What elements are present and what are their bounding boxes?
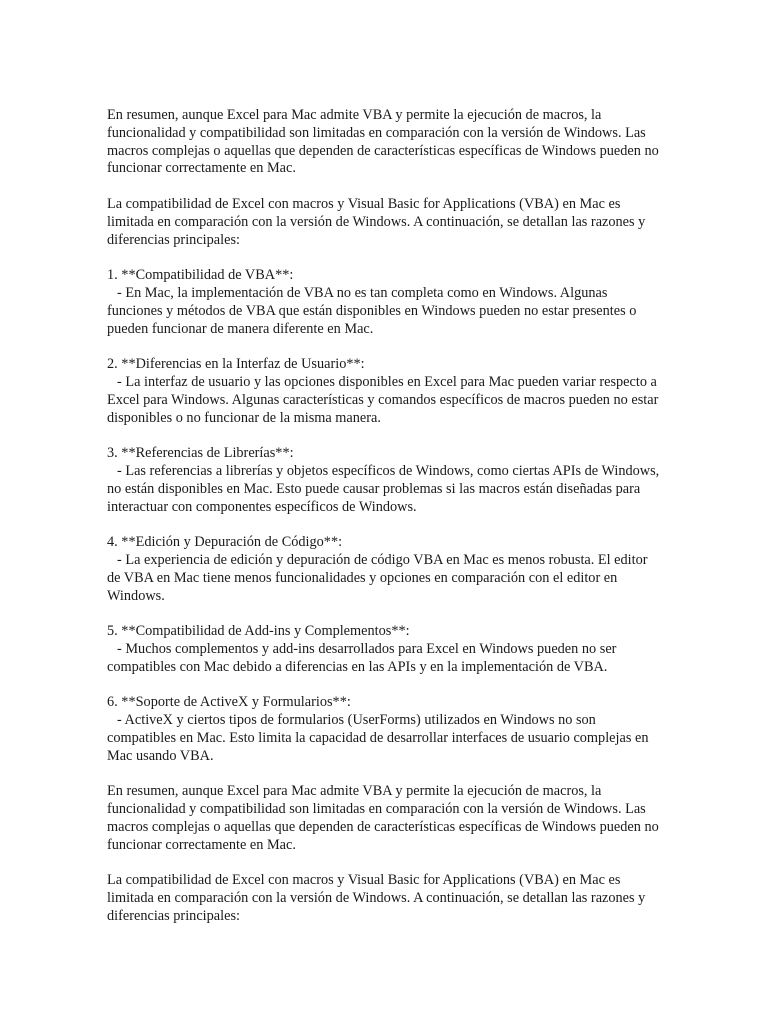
list-item-heading: 6. **Soporte de ActiveX y Formularios**:	[107, 694, 351, 711]
list-item-body: - La experiencia de edición y depuración de código VBA en Mac es menos robusta. El editor de VBA en Mac tiene menos funcionalidades y opciones en comparación con el editor en Windows.	[107, 551, 648, 604]
list-item-heading: 4. **Edición y Depuración de Código**:	[107, 534, 343, 551]
list-item-body: - ActiveX y ciertos tipos de formularios (UserForms) utilizados en Windows no son compatibles en Mac. Esto limita la capacidad de desarrollar interfaces de usuario complejas en Mac usando VBA.	[107, 712, 649, 764]
list-item-body: - Las referencias a librerías y objetos específicos de Windows, como ciertas APIs de Windows, no están disponibles en Mac. Esto puede causar problemas si las macros están diseñadas para interactuar con componentes específicos de Windows.	[107, 462, 660, 515]
list-item-6	[107, 694, 662, 765]
list-item-1	[107, 267, 662, 338]
document-page	[107, 107, 662, 943]
intro-paragraph: La compatibilidad de Excel con macros y Visual Basic for Applications (VBA) en Mac es limitada en comparación con la versión de Windows. A continuación, se detallan las razones y diferencias principales:	[107, 195, 646, 248]
list-item-heading: 2. **Diferencias en la Interfaz de Usuario**:	[107, 356, 365, 373]
list-item-2	[107, 356, 662, 427]
list-item-heading: 1. **Compatibilidad de VBA**:	[107, 267, 294, 284]
list-item-body: - Muchos complementos y add-ins desarrollados para Excel en Windows pueden no ser compatibles con Mac debido a diferencias en las APIs y en la implementación de VBA.	[107, 640, 617, 675]
list-item-heading: 3. **Referencias de Librerías**:	[107, 445, 294, 462]
list-item-3	[107, 445, 662, 516]
list-item-body: - En Mac, la implementación de VBA no es tan completa como en Windows. Algunas funciones y métodos de VBA que están disponibles en Windows pueden no estar presentes o pueden funcionar de manera diferente en Mac.	[107, 284, 637, 337]
list-item-5	[107, 623, 662, 676]
list-item-4	[107, 534, 662, 605]
list-item-heading: 5. **Compatibilidad de Add-ins y Complementos**:	[107, 623, 410, 640]
list-item-body: - La interfaz de usuario y las opciones disponibles en Excel para Mac pueden variar respecto a Excel para Windows. Algunas características y comandos específicos de macros pueden no estar disponibles o no funcionar de la misma manera.	[107, 373, 659, 426]
summary-paragraph-repeat: En resumen, aunque Excel para Mac admite VBA y permite la ejecución de macros, la funcionalidad y compatibilidad son limitadas en comparación con la versión de Windows. Las macros complejas o aquellas que dependen de características específicas de Windows pueden no funcionar correctamente en Mac.	[107, 783, 659, 853]
summary-paragraph: En resumen, aunque Excel para Mac admite VBA y permite la ejecución de macros, la funcionalidad y compatibilidad son limitadas en comparación con la versión de Windows. Las macros complejas o aquellas que dependen de características específicas de Windows pueden no funcionar correctamente en Mac.	[107, 107, 659, 177]
intro-paragraph-repeat: La compatibilidad de Excel con macros y Visual Basic for Applications (VBA) en Mac es limitada en comparación con la versión de Windows. A continuación, se detallan las razones y diferencias principales:	[107, 872, 646, 924]
